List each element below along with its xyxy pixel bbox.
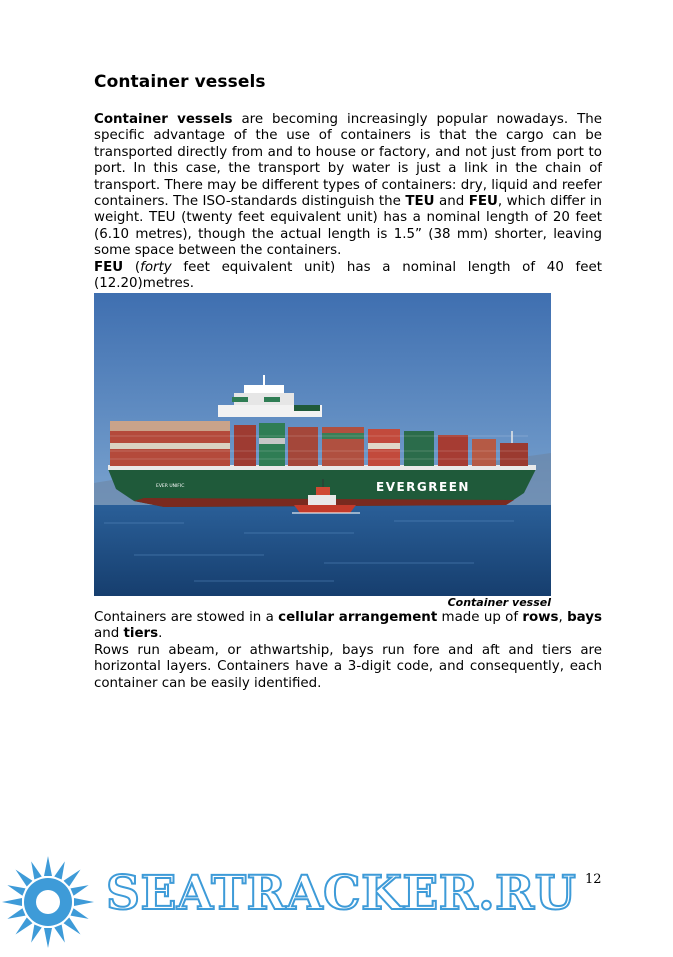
term-rows: rows xyxy=(522,610,559,625)
term-feu: FEU xyxy=(468,194,498,210)
intro-text-2: , which differ in weight. TEU (twenty feet equivalent unit) has a nominal length of 20 feet (6.10 metres), though the actual length is 1.5” (38 mm) shorter, leaving some space between the containers. xyxy=(94,194,602,259)
stowage-text-4: and xyxy=(94,626,124,642)
term-container-vessels: Container vessels xyxy=(94,112,233,127)
feu-space: ( xyxy=(123,260,141,275)
feu-text: feet equivalent unit) has a nominal length of 40 feet (12.20)metres. xyxy=(94,260,602,292)
intro-text-1: are becoming increasingly popular nowadays. The specific advantage of the use of containers is that the cargo can be transported directly from and to house or factory, and not just from port to port. In this case, the transport by water is just a link in the chain of transport. There may be different types of containers: dry, liquid and reefer containers. The ISO-standards distinguish the xyxy=(94,112,602,210)
feu-italic: forty xyxy=(140,260,172,275)
stowage-paragraph xyxy=(94,610,602,643)
term-tiers: tiers xyxy=(123,626,159,642)
hull-lettering: EVERGREEN xyxy=(376,480,470,494)
rows-paragraph xyxy=(94,643,602,692)
term-bays: bays xyxy=(567,610,602,625)
stowage-text-3: , xyxy=(558,610,568,625)
feu-paragraph xyxy=(94,260,602,293)
stowage-text-5: . xyxy=(158,626,163,642)
intro-and: and xyxy=(434,194,469,210)
figure-caption: Container vessel xyxy=(447,596,551,609)
stern-name: EVER UNIFIC xyxy=(156,484,185,489)
intro-paragraph xyxy=(94,112,602,260)
term-teu: TEU xyxy=(405,194,435,210)
page-number: 12 xyxy=(585,872,602,887)
watermark-text: SEATRACKER.RU xyxy=(106,866,577,921)
stowage-text-2: made up of xyxy=(437,610,523,625)
term-feu-2: FEU xyxy=(94,260,124,275)
page-title: Container vessels xyxy=(94,72,266,92)
stowage-text-1: Containers are stowed in a xyxy=(94,610,279,625)
term-cellular-arrangement: cellular arrangement xyxy=(278,610,438,625)
rows-paragraph-text: Rows run abeam, or athwartship, bays run fore and aft and tiers are horizontal layers. Containers have a 3-digit code, and consequently, each container can be easily identified. xyxy=(94,643,602,691)
container-vessel-photo xyxy=(94,293,551,596)
